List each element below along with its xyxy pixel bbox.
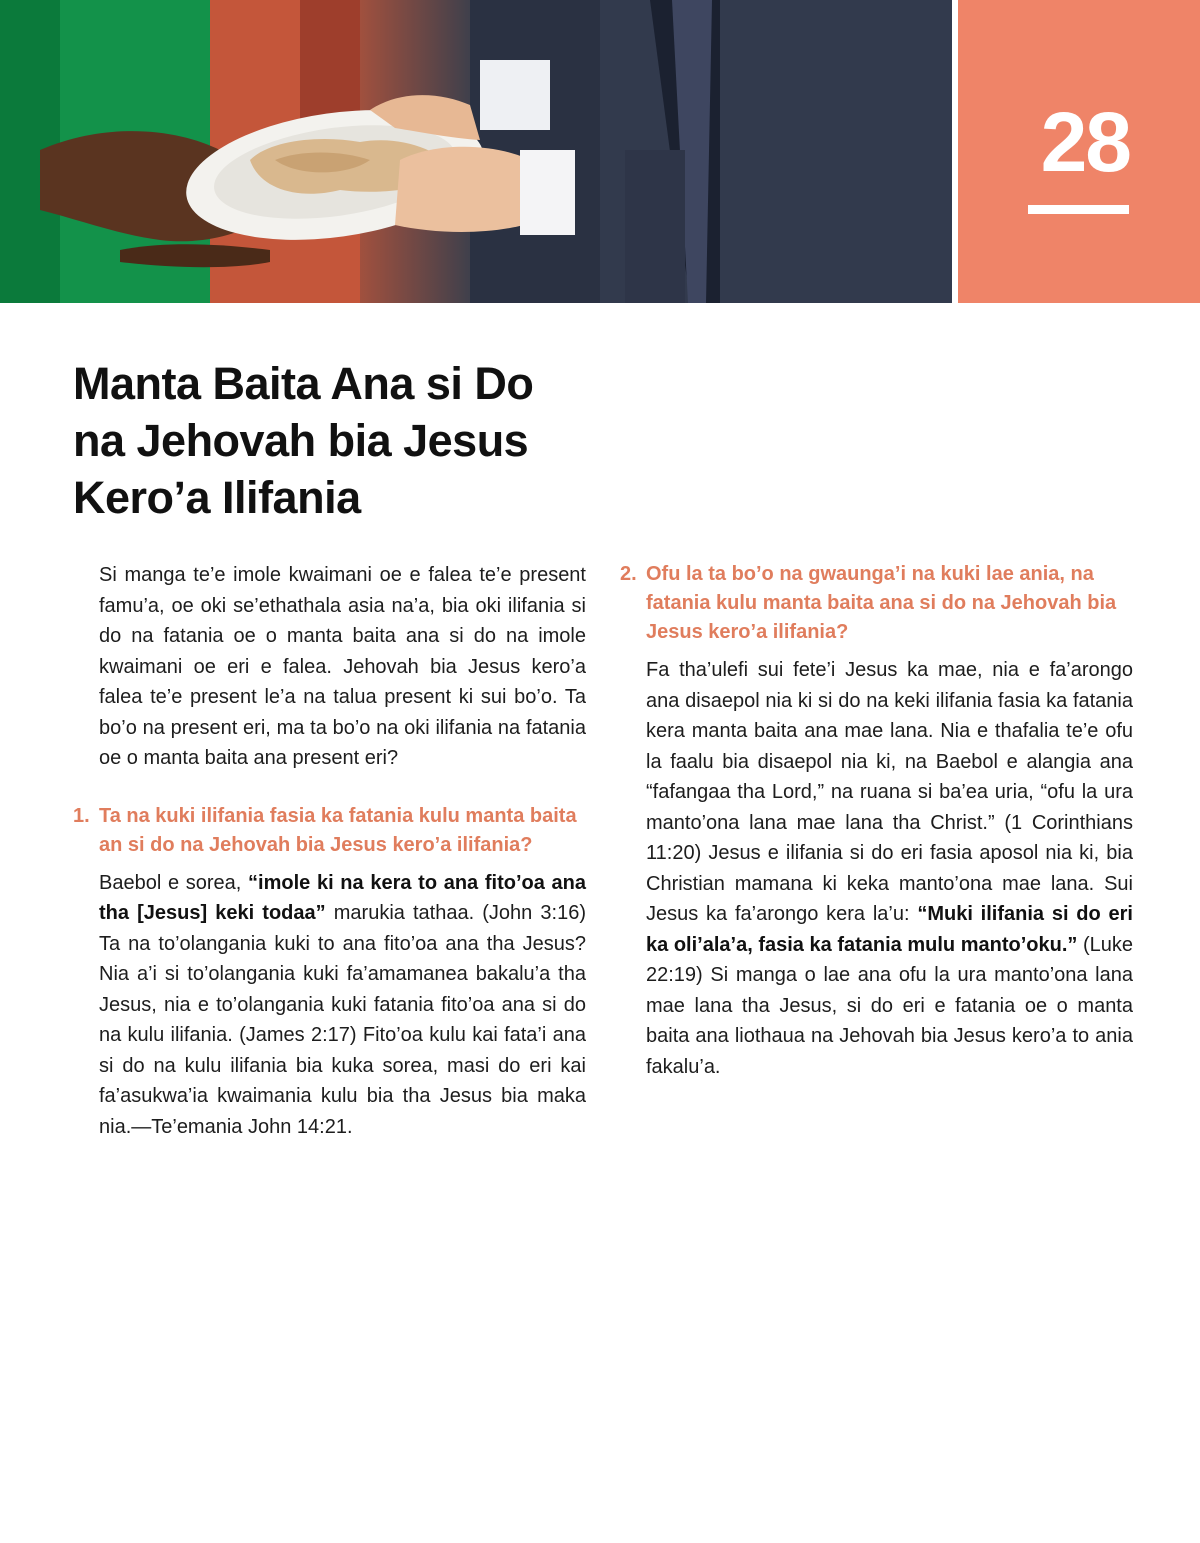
answer-paragraph-1 [73,868,586,1143]
paragraph-text: Baebol e sorea, [99,871,249,894]
communion-bread-photo [0,0,952,303]
lesson-number-underline [1028,205,1129,214]
question-2 [620,560,1133,647]
paragraph-text: (Luke 22:19) Si manga o lae ana ofu la ura manto’ona lana mae lana tha Jesus, si do eri e fatania oe o manta baita ana liothaua na Jehovah bia Jesus kero’a to ania fakalu’a. [646,933,1133,1078]
title-line: na Jehovah bia Jesus [73,415,529,466]
question-text: Ofu la ta bo’o na gwaunga’i na kuki lae ania, na fatania kulu manta baita ana si do na Jehovah bia Jesus kero’a ilifania? [646,563,1117,643]
intro-paragraph: Si manga te’e imole kwaimani oe e falea te’e present famu’a, oe oki se’ethathala asia na’a, bia oki ilifania si do na fatania oe o manta baita ana si do na imole kwaimani oe eri e falea. Jehovah bia Jesus kero’a falea te’e present le’a na talua present ki sui bo’o. Ta bo’o na present eri, ma ta bo’o na oki ilifania na fatania oe o manta baita ana present eri? [99,564,586,769]
question-1 [73,802,586,860]
question-number: 1. [73,804,90,827]
header-photo [0,0,952,303]
page-title [73,355,673,526]
title-line: Manta Baita Ana si Do [73,358,534,409]
question-text: Ta na kuki ilifania fasia ka fatania kulu manta baita an si do na Jehovah bia Jesus kero’a ilifania? [99,804,577,856]
answer-paragraph-2 [620,655,1133,1082]
left-column [73,560,586,1142]
scripture-quote: “Muki ilifania si do eri ka oli’ala’a, fasia ka fatania mulu manto’oku.” [646,903,1133,956]
right-column [620,560,1133,1082]
question-number: 2. [620,563,637,585]
paragraph-text: Fa tha’ulefi sui fete’i Jesus ka mae, nia e fa’arongo ana disaepol nia ki si do na keki ilifania fasia ka fatania kera manta baita ana mae lana. Nia e thafalia te’e ofu la faalu bia disaepol nia ki, na Baebol e alangia ana “fafangaa tha Lord,” na ruana si ba’ea uria, “ofu la ura manto’ona lana mae lana tha Christ.” (1 Corinthians 11:20) Jesus e ilifania si do eri fasia aposol nia ki, bia Christian mamana ki keka manto’ona mae lana. Sui Jesus ka fa’arongo kera la’u: [646,659,1133,925]
paragraph-text: marukia tathaa. (John 3:16) Ta na to’olangania kuki to ana fito’oa ana tha Jesus? Nia a’i si to’olangania kuki fa’amamanea bakalu’a tha Jesus, nia e to’olangania kuki fatania fito’oa ana si do na kulu ilifania. (James 2:17) Fito’oa kulu kai fata’i ana si do na kulu ilifania bia kuka sorea, masi do eri kai fa’asukwa’ia kwaimania kulu bia tha Jesus bia maka nia.—Te’emania John 14:21. [99,902,587,1138]
title-line: Kero’a Ilifania [73,472,361,523]
lesson-number-box [958,0,1200,303]
lesson-number: 28 [1040,95,1130,189]
scripture-quote: “imole ki na kera to ana fito’oa ana tha [Jesus] keki todaa” [99,871,586,924]
